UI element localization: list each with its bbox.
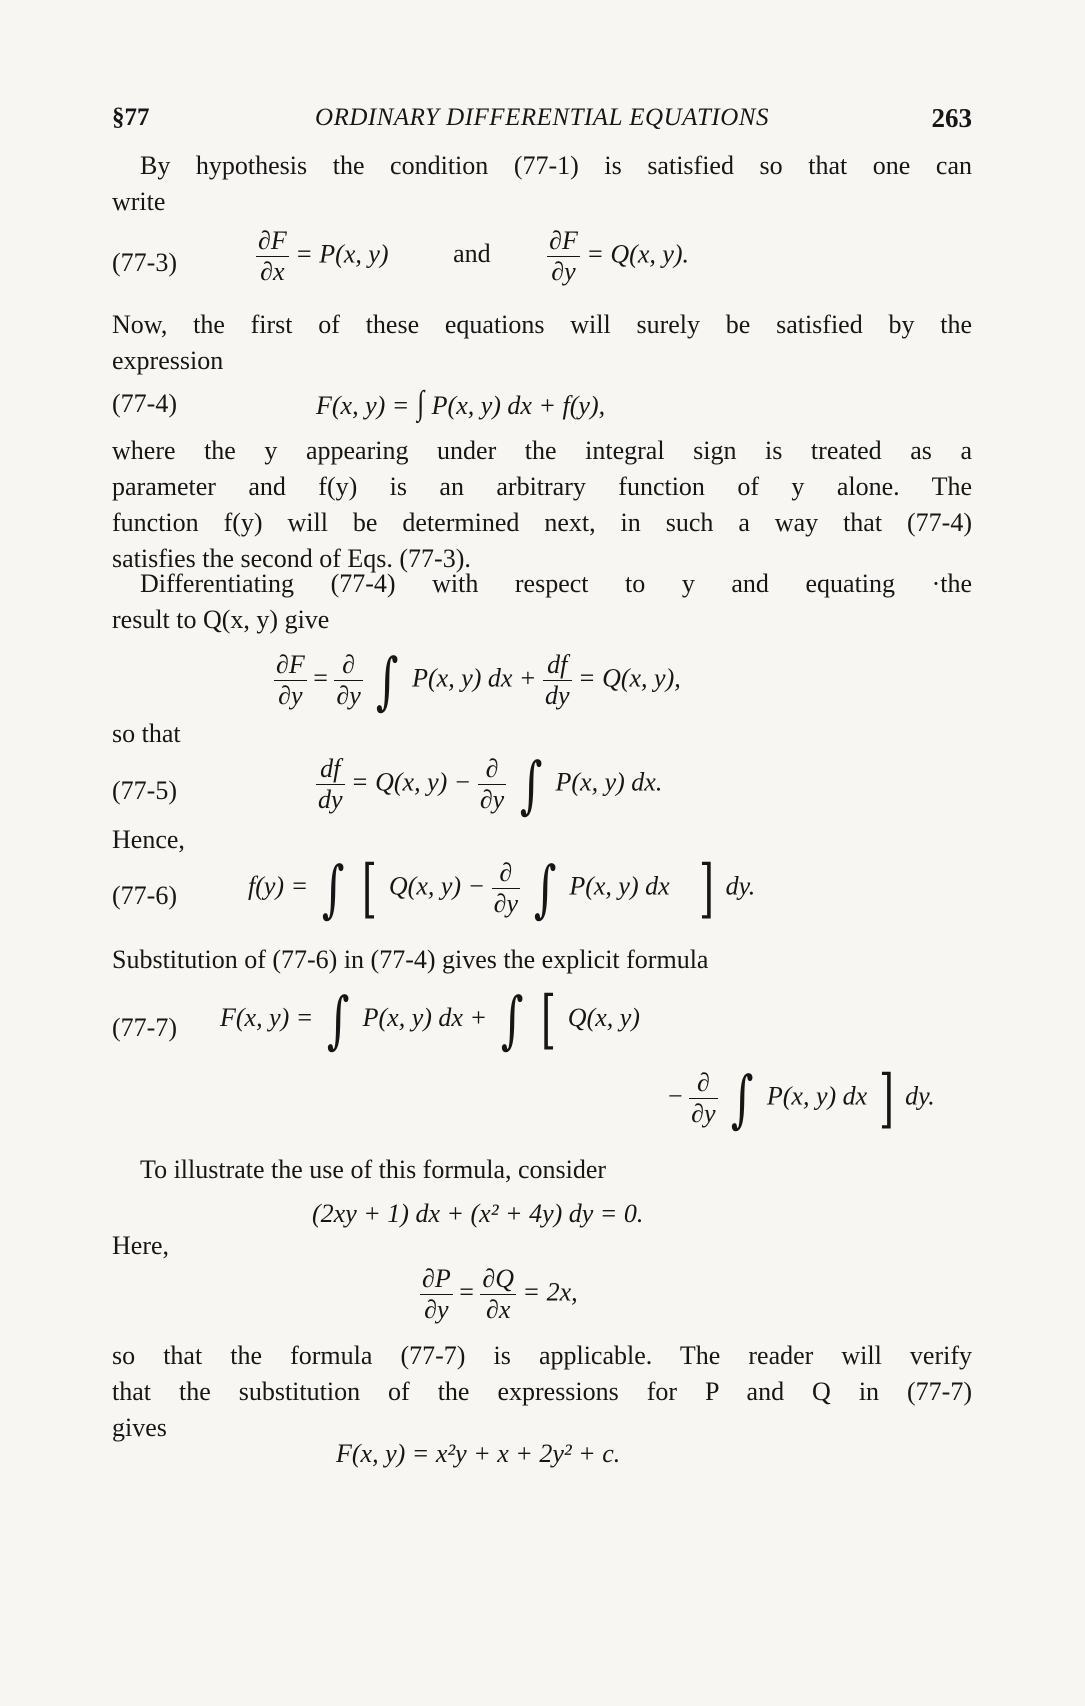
page-number: 263	[931, 103, 972, 133]
integral-sign: ∫	[500, 983, 523, 1056]
equation-77-7-line1: F(x, y) = ∫ P(x, y) dx + ∫ [ Q(x, y)	[220, 983, 640, 1057]
integral-sign: ∫	[730, 1061, 754, 1135]
paragraph-where	[112, 433, 972, 577]
fraction: $\frac{\partial F}{\partial x}$	[258, 226, 287, 286]
paragraph-hypothesis	[112, 148, 972, 220]
paragraph-substitution: Substitution of (77-6) in (77-4) gives the explicit formula	[112, 945, 709, 974]
integral-sign: ∫	[321, 851, 345, 925]
text-line: function f(y) will be determined next, in such a way that (77-4)	[112, 508, 972, 537]
text-line: Differentiating (77-4) with respect to y and equating ·the	[140, 569, 972, 598]
text-line: so that the formula (77-7) is applicable. The reader will verify	[112, 1341, 972, 1370]
equation-77-4: F(x, y) = ∫ P(x, y) dx + f(y),	[316, 385, 606, 422]
text-line: expression	[112, 346, 224, 375]
equation-differentiation: $\frac{\partial F}{\partial y}$ = $\frac{\partial}{\partial y}$ ∫ P(x, y) dx + $\frac{df}{dy}$ = Q(x, y),	[276, 643, 681, 717]
paragraph-differentiating	[112, 566, 972, 638]
text-hence: Hence,	[112, 825, 185, 854]
text-line: Now, the first of these equations will surely be satisfied by the	[112, 310, 972, 339]
chapter-title: ORDINARY DIFFERENTIAL EQUATIONS	[315, 104, 769, 131]
equation-label: (77-6)	[112, 881, 177, 910]
fraction: $\frac{\partial F}{\partial y}$	[549, 226, 578, 286]
equation-label: (77-5)	[112, 776, 177, 805]
final-equation: F(x, y) = x²y + x + 2y² + c.	[336, 1439, 621, 1468]
equation-77-5: $\frac{df}{dy}$ = Q(x, y) − $\frac{\partial}{\partial y}$ ∫ P(x, y) dx.	[318, 747, 663, 821]
text-line: write	[112, 187, 166, 216]
equation-partials: $\frac{\partial P}{\partial y}$ = $\frac{\partial Q}{\partial x}$ = 2x,	[422, 1264, 578, 1324]
paragraph-verify	[112, 1338, 972, 1446]
integral-sign: ∫	[519, 747, 543, 821]
section-number: §77	[112, 104, 150, 131]
running-head	[112, 100, 972, 140]
equation-label: (77-4)	[112, 389, 177, 418]
equation-77-7-line2: − $\frac{\partial}{\partial y}$ ∫ P(x, y) dx ] dy.	[668, 1061, 935, 1136]
equation-label: (77-7)	[112, 1013, 177, 1042]
integral-sign: ∫	[376, 643, 399, 717]
text-line: parameter and f(y) is an arbitrary function of y alone. The	[112, 472, 972, 501]
text-line: satisfies the second of Eqs. (77-3).	[112, 544, 471, 573]
equation-label: (77-3)	[112, 248, 177, 277]
text-line: By hypothesis the condition (77-1) is satisfied so that one can	[140, 151, 972, 180]
integral-sign: ∫	[533, 851, 556, 925]
integral-sign: ∫	[326, 983, 350, 1056]
text-so-that: so that	[112, 719, 181, 748]
paragraph-illustrate: To illustrate the use of this formula, consider	[140, 1155, 607, 1184]
text-line: that the substitution of the expressions for P and Q in (77-7)	[112, 1377, 972, 1406]
text-line: result to Q(x, y) give	[112, 605, 330, 634]
example-equation: (2xy + 1) dx + (x² + 4y) dy = 0.	[312, 1199, 644, 1228]
text-line: where the y appearing under the integral sign is treated as a	[112, 436, 972, 465]
paragraph-now	[112, 307, 972, 379]
text-line: gives	[112, 1413, 167, 1442]
equation-77-3: $\frac{\partial F}{\partial x}$ = P(x, y) and $\frac{\partial F}{\partial y}$ = Q(x, y).	[258, 226, 690, 286]
equation-77-6: f(y) = ∫ [ Q(x, y) − $\frac{\partial}{\partial y}$ ∫ P(x, y) dx ] dy.	[248, 851, 756, 926]
text-here: Here,	[112, 1231, 170, 1260]
